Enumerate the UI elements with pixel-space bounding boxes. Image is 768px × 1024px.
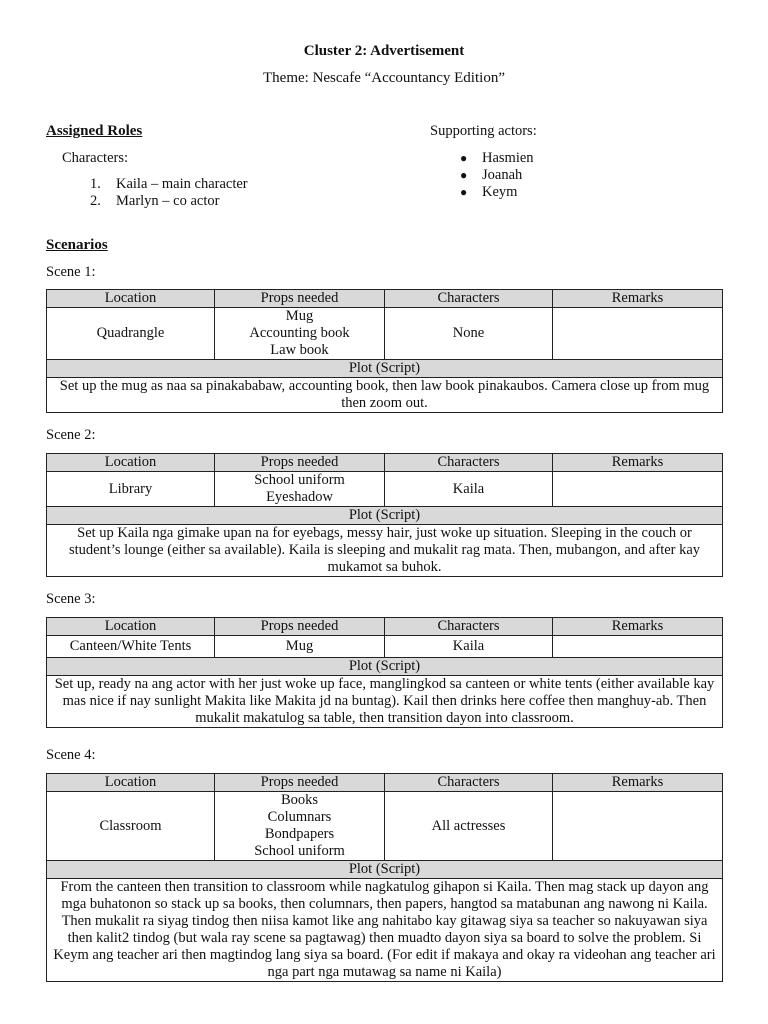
column-header-props: Props needed [215, 618, 385, 636]
plot-header-row [47, 658, 723, 676]
scene-1-table [46, 289, 723, 413]
characters-label: Characters: [62, 150, 129, 166]
props-cell: Mug [215, 636, 385, 658]
remarks-cell [553, 792, 723, 861]
column-header-location: Location [47, 454, 215, 472]
column-header-characters: Characters [385, 774, 553, 792]
table-row [47, 676, 723, 728]
characters-cell: None [385, 308, 553, 360]
column-header-props: Props needed [215, 290, 385, 308]
scenarios-heading: Scenarios [46, 237, 108, 253]
plot-script-cell: From the canteen then transition to classroom while nagkatulog gihapon si Kaila. Then mag stack up dayon ang mga buhatonon so stack up sa books, then columnars, then papers, hangtod sa matabunan ang nawong ni Kaila. Then mukalit ra siyag tindog then niisa kamot like ang nahitabo kay gitawag siya sa teacher so nakuyawan siya then kalit2 tindog (but wala ray scene sa pagtawag) then muadto dayon siya sa board to solve the problem. Si Keym ang teacher ari then magtindog lang siya sa board. (For edit if makaya and okay ra videohan ang teacher ari nga part nga mutawag sa name ni Kaila) [47, 879, 723, 982]
table-row [47, 308, 723, 360]
column-header-props: Props needed [215, 454, 385, 472]
props-cell: School uniform Eyeshadow [215, 472, 385, 507]
characters-cell: All actresses [385, 792, 553, 861]
supporting-actors-list [460, 150, 534, 201]
table-row [47, 525, 723, 577]
remarks-cell [553, 308, 723, 360]
document-title: Cluster 2: Advertisement [303, 43, 465, 59]
scene-2-table [46, 453, 723, 577]
column-header-characters: Characters [385, 290, 553, 308]
scene-1-label: Scene 1: [46, 264, 96, 280]
plot-script-cell: Set up Kaila nga gimake upan na for eyebags, messy hair, just woke up situation. Sleeping in the couch or student’s lounge (either sa available). Kaila is sleeping and mukalit rag mata. Then, mubangon, and after kay mukamot sa buhok. [47, 525, 723, 577]
plot-header-row [47, 360, 723, 378]
column-header-location: Location [47, 774, 215, 792]
scene-3-table [46, 617, 723, 728]
scene-4-table [46, 773, 723, 982]
column-header-location: Location [47, 290, 215, 308]
plot-header-row [47, 507, 723, 525]
table-header-row [47, 454, 723, 472]
column-header-remarks: Remarks [553, 454, 723, 472]
table-row [47, 792, 723, 861]
table-row [47, 378, 723, 413]
plot-header: Plot (Script) [47, 658, 723, 676]
table-header-row [47, 618, 723, 636]
column-header-remarks: Remarks [553, 618, 723, 636]
column-header-characters: Characters [385, 618, 553, 636]
scene-2-label: Scene 2: [46, 427, 96, 443]
plot-header: Plot (Script) [47, 861, 723, 879]
column-header-characters: Characters [385, 454, 553, 472]
table-header-row [47, 290, 723, 308]
remarks-cell [553, 636, 723, 658]
supporting-actors-label: Supporting actors: [430, 123, 537, 139]
column-header-remarks: Remarks [553, 290, 723, 308]
table-row [47, 879, 723, 982]
table-row [47, 472, 723, 507]
characters-cell: Kaila [385, 472, 553, 507]
characters-list [90, 176, 248, 210]
table-row [47, 636, 723, 658]
column-header-remarks: Remarks [553, 774, 723, 792]
plot-header: Plot (Script) [47, 360, 723, 378]
list-item: ● Keym [460, 184, 518, 200]
list-item: 1. Kaila – main character [90, 176, 248, 192]
location-cell: Library [47, 472, 215, 507]
column-header-location: Location [47, 618, 215, 636]
props-cell: Mug Accounting book Law book [215, 308, 385, 360]
location-cell: Canteen/White Tents [47, 636, 215, 658]
plot-script-cell: Set up, ready na ang actor with her just woke up face, manglingkod sa canteen or white tents (either available kay mas nice if nay sunlight Makita like Makita jd na buntag). Kail then drinks here coffee then manghuy-ab. Then mukalit makatulog sa table, then transition dayon into classroom. [47, 676, 723, 728]
location-cell: Classroom [47, 792, 215, 861]
scene-4-label: Scene 4: [46, 747, 96, 763]
list-item: ● Joanah [460, 167, 523, 183]
list-item: ● Hasmien [460, 150, 534, 166]
plot-script-cell: Set up the mug as naa sa pinakababaw, accounting book, then law book pinakaubos. Camera close up from mug then zoom out. [47, 378, 723, 413]
characters-cell: Kaila [385, 636, 553, 658]
plot-header-row [47, 861, 723, 879]
bullet-icon: ● [460, 151, 468, 165]
column-header-props: Props needed [215, 774, 385, 792]
remarks-cell [553, 472, 723, 507]
scene-3-label: Scene 3: [46, 591, 96, 607]
list-item: 2. Marlyn – co actor [90, 193, 220, 209]
props-cell: Books Columnars Bondpapers School uniform [215, 792, 385, 861]
plot-header: Plot (Script) [47, 507, 723, 525]
bullet-icon: ● [460, 185, 468, 199]
document-theme: Theme: Nescafe “Accountancy Edition” [263, 70, 505, 86]
bullet-icon: ● [460, 168, 468, 182]
assigned-roles-heading: Assigned Roles [46, 123, 143, 139]
location-cell: Quadrangle [47, 308, 215, 360]
table-header-row [47, 774, 723, 792]
